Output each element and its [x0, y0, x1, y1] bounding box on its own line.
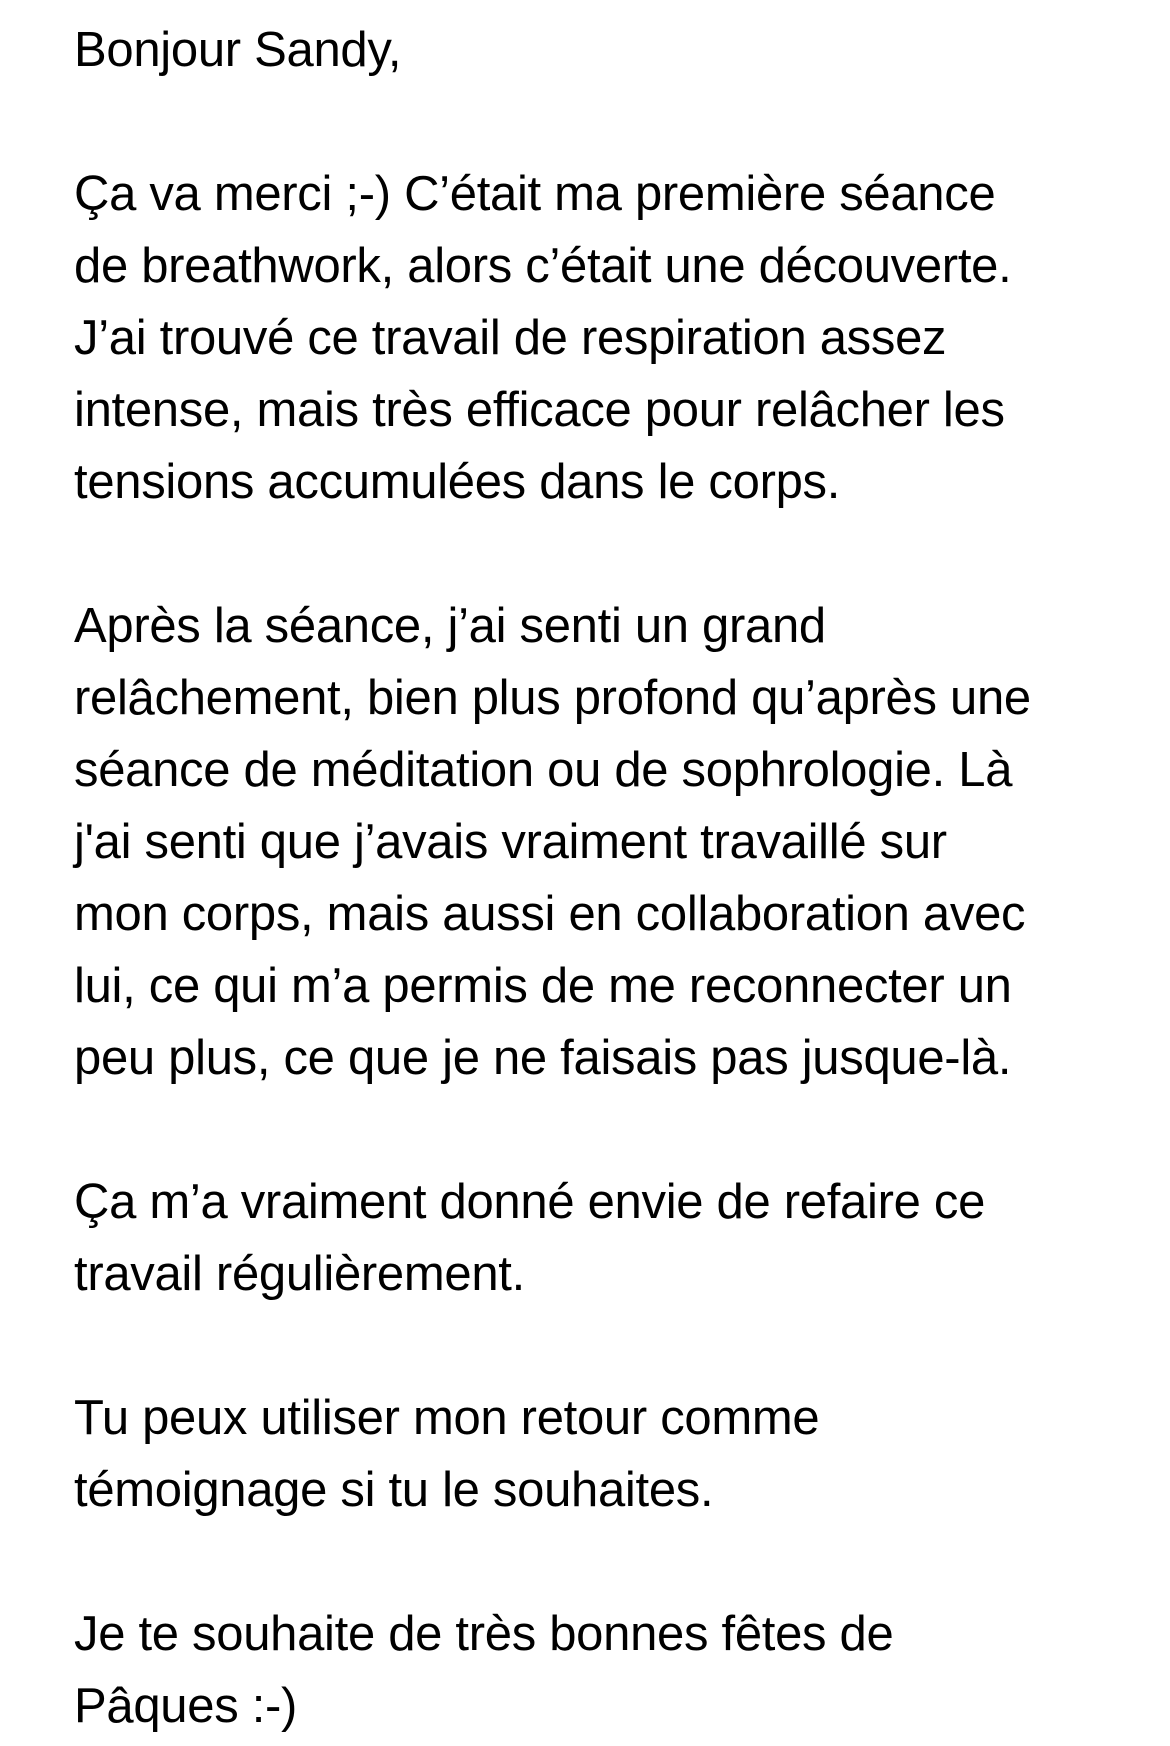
- text-line: mon corps, mais aussi en collaboration avec: [74, 887, 1026, 941]
- email-greeting: Bonjour Sandy,: [74, 23, 402, 77]
- text-line: Après la séance, j’ai senti un grand: [74, 599, 826, 653]
- text-line: de breathwork, alors c’était une découverte.: [74, 239, 1012, 293]
- text-line: Ça m’a vraiment donné envie de refaire ce: [74, 1175, 986, 1229]
- text-line: intense, mais très efficace pour relâcher les: [74, 383, 1005, 437]
- text-line: Ça va merci ;-) C’était ma première séance: [74, 167, 996, 221]
- text-line: témoignage si tu le souhaites.: [74, 1463, 714, 1517]
- text-line: séance de méditation ou de sophrologie. Là: [74, 743, 1013, 797]
- text-line: relâchement, bien plus profond qu’après une: [74, 671, 1031, 725]
- text-line: Tu peux utiliser mon retour comme: [74, 1391, 820, 1445]
- text-line: peu plus, ce que je ne faisais pas jusque-là.: [74, 1031, 1012, 1085]
- text-line: J’ai trouvé ce travail de respiration assez: [74, 311, 947, 365]
- email-paragraph-session-feedback: [74, 158, 1134, 518]
- email-message-body: [74, 14, 1134, 1742]
- text-line: Je te souhaite de très bonnes fêtes de: [74, 1607, 894, 1661]
- text-line: j'ai senti que j’avais vraiment travaillé sur: [74, 815, 947, 869]
- email-paragraph-after-session: [74, 590, 1134, 1094]
- text-line: Pâques :-): [74, 1679, 298, 1733]
- email-paragraph-motivation: [74, 1166, 1134, 1310]
- email-paragraph-testimonial: [74, 1382, 1134, 1526]
- email-paragraph-wishes: [74, 1598, 1134, 1742]
- text-line: tensions accumulées dans le corps.: [74, 455, 841, 509]
- text-line: travail régulièrement.: [74, 1247, 525, 1301]
- text-line: lui, ce qui m’a permis de me reconnecter un: [74, 959, 1012, 1013]
